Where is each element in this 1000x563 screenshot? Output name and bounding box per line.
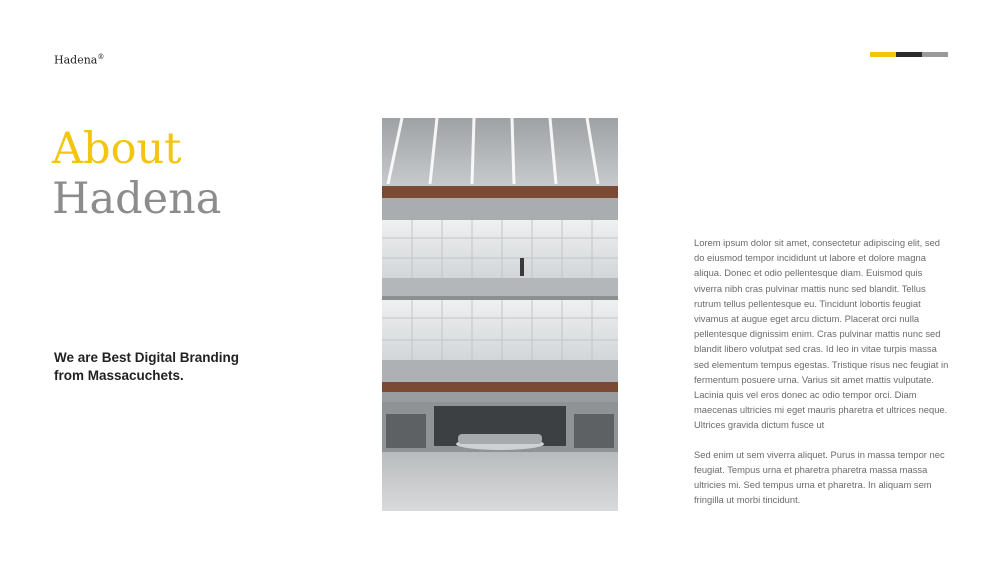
title-line-hadena: Hadena	[52, 174, 222, 224]
office-atrium-photo	[382, 118, 618, 511]
accent-bar-yellow	[870, 52, 896, 57]
tagline	[54, 349, 294, 385]
brand-name: Hadena	[54, 53, 98, 67]
accent-bar-gray	[922, 52, 948, 57]
body-paragraph-1: Lorem ipsum dolor sit amet, consectetur adipiscing elit, sed do eiusmod tempor incididunt ut labore et dolore magna aliqua. Donec et odio pellentesque diam. Euismod quis viverra nibh cras pulvinar mattis nunc sed blandit. Tellus rutrum tellus pellentesque eu. Tincidunt lobortis feugiat vivamus at augue eget arcu dictum. Placerat orci nulla pellentesque dignissim enim. Cras pulvinar mattis nunc sed blandit libero volutpat sed cras. Id leo in vitae turpis massa sed elementum tempus egestas. Tristique risus nec feugiat in fermentum posuere urna. Varius sit amet mattis vulputate. Lacinia quis vel eros donec ac odio tempor orci. Diam maecenas ultricies mi eget mauris pharetra et ultrices neque. Ultrices gravida dictum fusce ut	[694, 237, 949, 431]
tagline-line-2: from Massacuchets.	[54, 368, 184, 383]
page-title	[52, 124, 221, 224]
accent-bars	[870, 52, 948, 57]
brand-logo	[54, 53, 104, 67]
registered-mark: ®	[97, 53, 105, 61]
tagline-line-1: We are Best Digital Branding	[54, 350, 240, 365]
body-paragraph-2: Sed enim ut sem viverra aliquet. Purus in massa tempor nec feugiat. Tempus urna et pharetra pharetra massa massa ultricies mi. Sed tempus urna et pharetra. In aliquam sem fringilla ut morbi tincidunt.	[694, 448, 945, 506]
title-line-about: About	[52, 124, 182, 174]
about-body-text	[694, 235, 950, 521]
accent-bar-dark	[896, 52, 922, 57]
atrium-illustration	[382, 118, 618, 511]
